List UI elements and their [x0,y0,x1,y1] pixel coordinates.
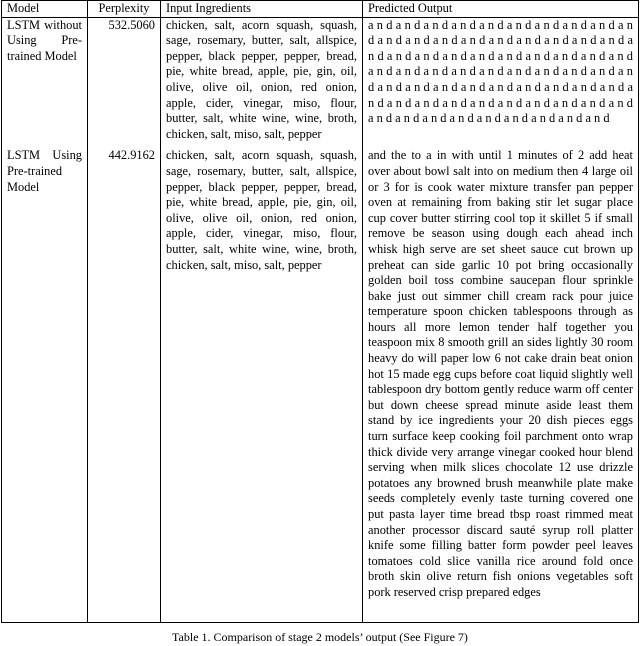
ingredients-cell: chicken, salt, acorn squash, squash, sage, rosemary, butter, salt, allspice, pepper, black pepper, pepper, bread, pie, white bread, apple, pie, gin, oil, olive, olive oil, onion, red onion, apple, cider, vinegar, miso, flour, butter, salt, white wine, wine, broth, chicken, salt, miso, salt, pepper [161,17,363,148]
header-input-ingredients: Input Ingredients [161,1,363,18]
table-row [2,148,639,623]
ingredients-cell: chicken, salt, acorn squash, squash, sage, rosemary, butter, salt, allspice, pepper, black pepper, pepper, bread, pie, white bread, apple, pie, gin, oil, olive, olive oil, onion, red onion, apple, cider, vinegar, miso, flour, butter, salt, white wine, wine, broth, chicken, salt, miso, salt, pepper [161,148,363,623]
header-perplexity: Perplexity [88,1,161,18]
table-header-row [2,1,639,18]
table-row [2,17,639,148]
perplexity-cell: 532.5060 [88,17,161,148]
model-cell: LSTM without Using Pre-trained Model [2,17,88,148]
header-predicted-output: Predicted Output [363,1,639,18]
perplexity-cell: 442.9162 [88,148,161,623]
model-cell: LSTM Using Pre-trained Model [2,148,88,623]
comparison-table [1,0,639,623]
output-cell: and the to a in with until 1 minutes of 2 add heat over about bowl salt into on medium then 4 large oil or 3 for is cook water mixture transfer pan pepper oven at remaining from baking stir let sugar place cup cover butter stirring cool top it skillet 5 if small remove be season using dough each ahead inch whisk high serve are set sheet sauce cut brown up preheat can side garlic 10 pot bring occasionally golden boil toss combine saucepan flour sprinkle bake just out simmer chill cream rack pour juice temperature spoon chicken tablespoons through as hours all more lemon tender half together you teaspoon mix 8 smooth grill an sides lightly 30 room heavy do will paper low 6 not cake drain beat onion hot 15 made egg cups before coat liquid slightly well tablespoon dry bottom gently reduce warm off center but down cheese spread minute aside least them stand by ice ingredients your 20 dish pieces eggs turn surface keep cooking foil parchment onto wrap thick divide very arrange vinegar cooked hour blend serving when milk slices chocolate 12 use drizzle potatoes any browned brush meanwhile plate make seeds completely evenly taste turning covered one put pasta layer time bread tbsp roast rimmed meat another processor discard sauté syrup roll platter knife some filling batter form powder peel leaves tomatoes cold slice vanilla rice around fold once broth skin olive return fish onions vegetables soft pork reserved crisp prepared edges [363,148,639,623]
output-cell: a n d a n d a n d a n d a n d a n d a n d a n d a n d a n d a n d a n d a n d a n d a n d a n d a n d a n d a n d a n d a n d a n d a n d a n d a n d a n d a n d a n d a n d a n d a n d a n d a n d a n d a n d a n d a n d a n d a n d a n d a n d a n d a n d a n d a n d a n d a n d a n d a n d a n d a n d a n d a n d a n d a n d a n d a n d a n d a n d a n d a n d a n d a n d a n d a n d a n d a n d [363,17,639,148]
header-model: Model [2,1,88,18]
table-caption: Table 1. Comparison of stage 2 models’ output (See Figure 7) [172,630,468,644]
